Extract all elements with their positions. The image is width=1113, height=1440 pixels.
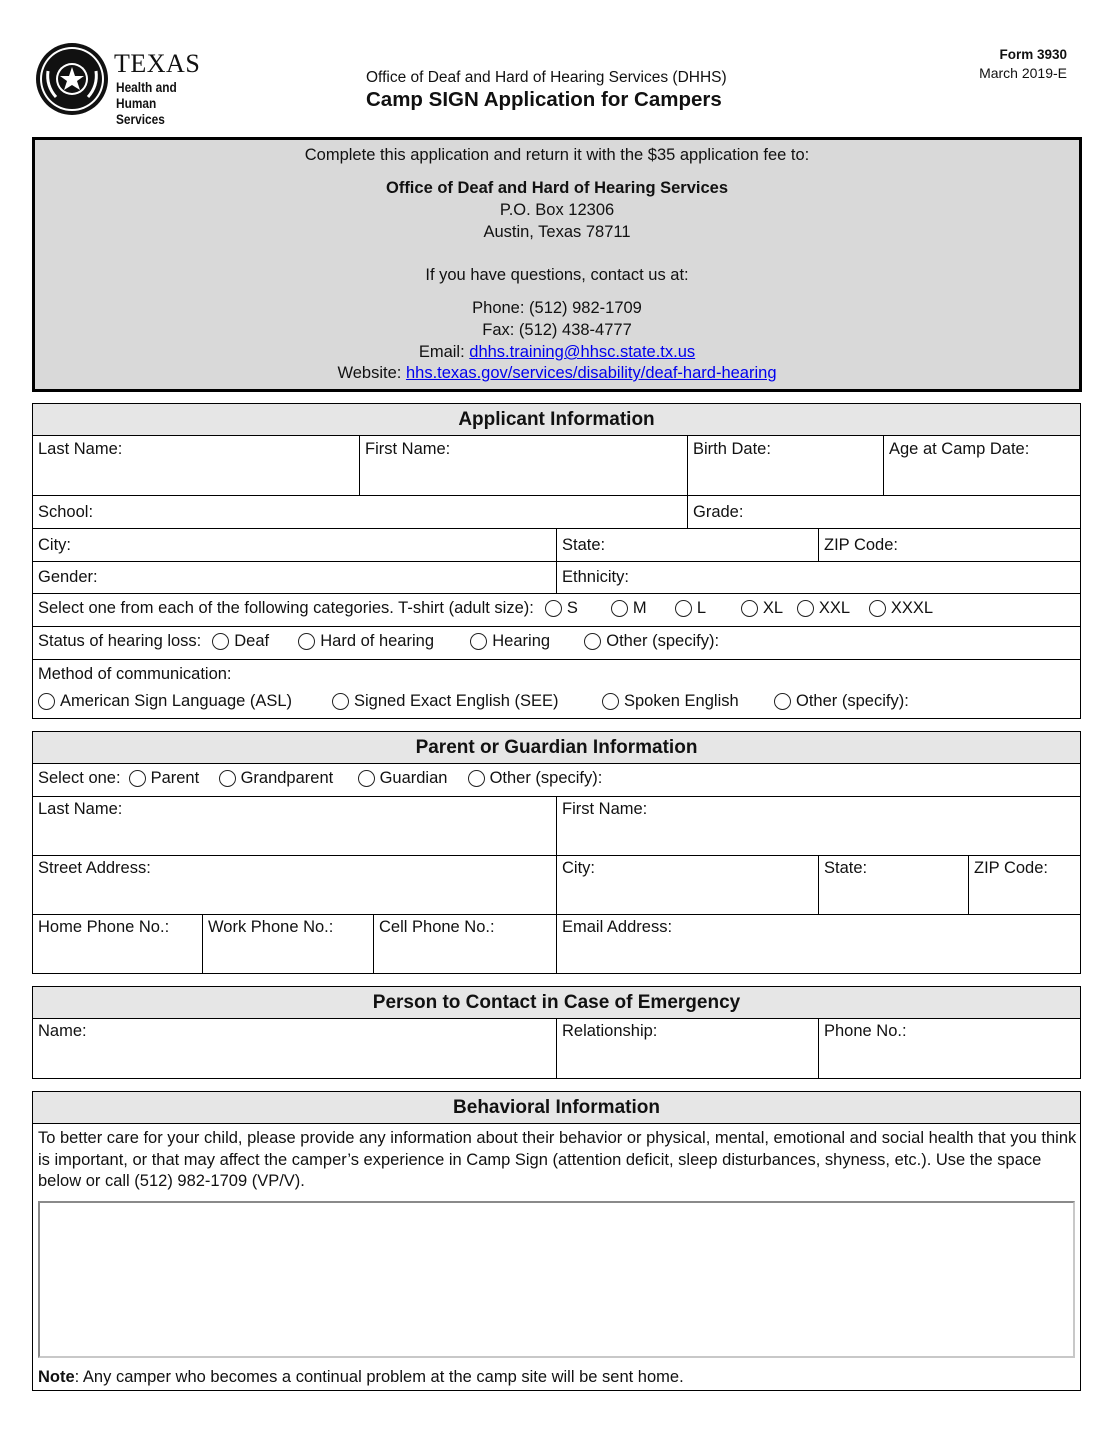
communication-label: Method of communication: xyxy=(38,665,232,683)
behavioral-textarea[interactable] xyxy=(38,1201,1075,1358)
radio-button[interactable] xyxy=(470,633,487,650)
logo-line2: Services xyxy=(116,112,165,127)
note-text: : Any camper who becomes a continual problem at the camp site will be sent home. xyxy=(74,1368,684,1386)
option-label: XXL xyxy=(818,599,851,617)
applicant-state-field[interactable] xyxy=(557,529,819,562)
communication-group xyxy=(38,692,909,711)
radio-button[interactable] xyxy=(212,633,229,650)
label: Last Name: xyxy=(38,440,123,458)
label: Email Address: xyxy=(562,918,673,936)
parent-cell-phone-field[interactable] xyxy=(374,915,557,974)
label: Age at Camp Date: xyxy=(889,440,1030,458)
hearing-row xyxy=(33,627,1081,660)
label: City: xyxy=(562,859,595,877)
phone-text: Phone: (512) 982-1709 xyxy=(472,299,642,317)
tshirt-option-l[interactable] xyxy=(675,599,741,618)
website-label: Website: xyxy=(337,364,406,382)
relationship-row xyxy=(33,764,1081,797)
option-label: Deaf xyxy=(234,632,270,650)
radio-button[interactable] xyxy=(741,600,758,617)
applicant-heading: Applicant Information xyxy=(33,404,1080,436)
label: Street Address: xyxy=(38,859,151,877)
parent-city-field[interactable] xyxy=(557,856,819,915)
option-label: L xyxy=(696,599,707,617)
submission-info-box xyxy=(32,137,1082,392)
communication-row xyxy=(33,660,1081,719)
radio-button[interactable] xyxy=(332,693,349,710)
option-label: Parent xyxy=(150,769,200,787)
applicant-zip-field[interactable] xyxy=(819,529,1081,562)
option-label: Hearing xyxy=(492,632,551,650)
label: City: xyxy=(38,536,71,554)
website-line xyxy=(35,364,1079,383)
option-label: S xyxy=(566,599,578,617)
label: School: xyxy=(38,503,94,521)
po-box: P.O. Box 12306 xyxy=(499,201,615,219)
option-label: XL xyxy=(762,599,784,617)
texas-seal-icon xyxy=(34,41,110,117)
tshirt-option-s[interactable] xyxy=(545,599,611,618)
parent-home-phone-field[interactable] xyxy=(33,915,203,974)
parent-heading: Parent or Guardian Information xyxy=(33,732,1080,764)
logo-line1: Health and Human xyxy=(116,80,177,111)
applicant-city-field[interactable] xyxy=(33,529,557,562)
parent-email-field[interactable] xyxy=(557,915,1081,974)
emergency-phone-field[interactable] xyxy=(819,1019,1081,1079)
parent-option-parent[interactable] xyxy=(129,769,219,788)
hhs-logo xyxy=(34,41,234,127)
tshirt-option-xl[interactable] xyxy=(741,599,797,618)
radio-button[interactable] xyxy=(358,770,375,787)
tshirt-row xyxy=(33,594,1081,627)
parent-last-name-field[interactable] xyxy=(33,797,557,856)
option-label: Grandparent xyxy=(240,769,334,787)
option-label: American Sign Language (ASL) xyxy=(60,692,293,710)
label: Home Phone No.: xyxy=(38,918,170,936)
parent-work-phone-field[interactable] xyxy=(203,915,374,974)
email-line xyxy=(35,343,1079,362)
questions-text: If you have questions, contact us at: xyxy=(425,266,689,284)
logo-subtitle xyxy=(116,80,220,128)
tshirt-option-m[interactable] xyxy=(611,599,675,618)
intro-text: Complete this application and return it with the $35 application fee to: xyxy=(304,146,810,164)
parent-section xyxy=(32,731,1081,974)
fax-text: Fax: (512) 438-4777 xyxy=(482,321,632,339)
note-label: Note xyxy=(38,1368,75,1386)
applicant-ethnicity-field[interactable] xyxy=(557,562,1081,594)
option-label: Other (specify): xyxy=(796,692,909,710)
emergency-relationship-field[interactable] xyxy=(557,1019,819,1079)
applicant-age-field[interactable] xyxy=(884,436,1081,496)
select-one-label: Select one: xyxy=(38,769,121,787)
radio-button[interactable] xyxy=(602,693,619,710)
hearing-option-deaf[interactable] xyxy=(212,632,298,651)
parent-first-name-field[interactable] xyxy=(557,797,1081,856)
option-label: M xyxy=(632,599,647,617)
parent-street-field[interactable] xyxy=(33,856,557,915)
radio-button[interactable] xyxy=(774,693,791,710)
label: Gender: xyxy=(38,568,98,586)
label: State: xyxy=(562,536,606,554)
website-link[interactable]: hhs.texas.gov/services/disability/deaf-hard-hearing xyxy=(405,364,777,382)
label: State: xyxy=(824,859,868,877)
label: Relationship: xyxy=(562,1022,658,1040)
applicant-grade-field[interactable] xyxy=(688,496,1081,529)
parent-option-guardian[interactable] xyxy=(358,769,468,788)
label: Ethnicity: xyxy=(562,568,629,586)
hearing-option-hard-of-hearing[interactable] xyxy=(298,632,470,651)
behavioral-heading: Behavioral Information xyxy=(33,1092,1080,1124)
label: Name: xyxy=(38,1022,87,1040)
comm-option-asl[interactable] xyxy=(38,692,332,711)
option-label: Guardian xyxy=(379,769,448,787)
radio-button[interactable] xyxy=(611,600,628,617)
label: Last Name: xyxy=(38,800,123,818)
tshirt-label: Select one from each of the following categories. T-shirt (adult size): xyxy=(38,599,534,617)
behavioral-section xyxy=(32,1091,1081,1391)
applicant-last-name-field[interactable] xyxy=(33,436,360,496)
label: ZIP Code: xyxy=(824,536,898,554)
radio-button[interactable] xyxy=(584,633,601,650)
label: ZIP Code: xyxy=(974,859,1048,877)
comm-option-other[interactable] xyxy=(774,692,909,711)
relationship-group xyxy=(38,769,602,788)
form-title: Camp SIGN Application for Campers xyxy=(366,88,722,111)
emergency-section xyxy=(32,986,1081,1079)
applicant-birth-date-field[interactable] xyxy=(688,436,884,496)
email-link[interactable]: dhhs.training@hhsc.state.tx.us xyxy=(469,343,696,361)
form-number: Form 3930 xyxy=(999,47,1067,62)
comm-option-see[interactable] xyxy=(332,692,602,711)
form-date: March 2019-E xyxy=(979,65,1067,81)
option-label: Signed Exact English (SEE) xyxy=(354,692,559,710)
parent-zip-field[interactable] xyxy=(969,856,1081,915)
label: Birth Date: xyxy=(693,440,771,458)
label: Cell Phone No.: xyxy=(379,918,495,936)
option-label: Other (specify): xyxy=(489,769,603,787)
tshirt-group xyxy=(38,599,933,618)
office-subtitle: Office of Deaf and Hard of Hearing Services (DHHS) xyxy=(366,69,727,86)
option-label: XXXL xyxy=(890,599,934,617)
label: First Name: xyxy=(562,800,648,818)
email-label: Email: xyxy=(418,343,470,361)
parent-option-grandparent[interactable] xyxy=(219,769,358,788)
radio-button[interactable] xyxy=(129,770,146,787)
option-label: Hard of hearing xyxy=(320,632,435,650)
label: First Name: xyxy=(365,440,451,458)
option-label: Spoken English xyxy=(624,692,739,710)
parent-option-other[interactable] xyxy=(468,769,603,788)
label: Grade: xyxy=(693,503,744,521)
radio-button[interactable] xyxy=(545,600,562,617)
radio-button[interactable] xyxy=(468,770,485,787)
radio-button[interactable] xyxy=(675,600,692,617)
applicant-first-name-field[interactable] xyxy=(360,436,688,496)
radio-button[interactable] xyxy=(219,770,236,787)
radio-button[interactable] xyxy=(797,600,814,617)
tshirt-option-xxl[interactable] xyxy=(797,599,869,618)
behavioral-description: To better care for your child, please provide any information about their behavior or physical, mental, emotional and social health that you think is important, or that may affect the camper’s experience in Camp Sign (attention deficit, sleep disturbances, shyness, etc.). Use the space below or call (512) 982-1709 (VP/V). xyxy=(38,1129,1077,1190)
city-line: Austin, Texas 78711 xyxy=(483,223,631,241)
comm-option-spoken-english[interactable] xyxy=(602,692,774,711)
radio-button[interactable] xyxy=(298,633,315,650)
hearing-label: Status of hearing loss: xyxy=(38,632,202,650)
hearing-group xyxy=(38,632,719,651)
applicant-gender-field[interactable] xyxy=(33,562,557,594)
radio-button[interactable] xyxy=(869,600,886,617)
applicant-section xyxy=(32,403,1081,719)
logo-texas-text: TEXAS xyxy=(114,49,201,78)
parent-state-field[interactable] xyxy=(819,856,969,915)
option-label: Other (specify): xyxy=(606,632,720,650)
applicant-school-field[interactable] xyxy=(33,496,688,529)
hearing-option-other[interactable] xyxy=(584,632,719,651)
radio-button[interactable] xyxy=(38,693,55,710)
behavioral-note xyxy=(38,1368,684,1387)
label: Phone No.: xyxy=(824,1022,907,1040)
emergency-name-field[interactable] xyxy=(33,1019,557,1079)
hearing-option-hearing[interactable] xyxy=(470,632,584,651)
org-name: Office of Deaf and Hard of Hearing Services xyxy=(385,179,728,197)
emergency-heading: Person to Contact in Case of Emergency xyxy=(33,987,1080,1019)
label: Work Phone No.: xyxy=(208,918,334,936)
tshirt-option-xxxl[interactable] xyxy=(869,599,933,618)
